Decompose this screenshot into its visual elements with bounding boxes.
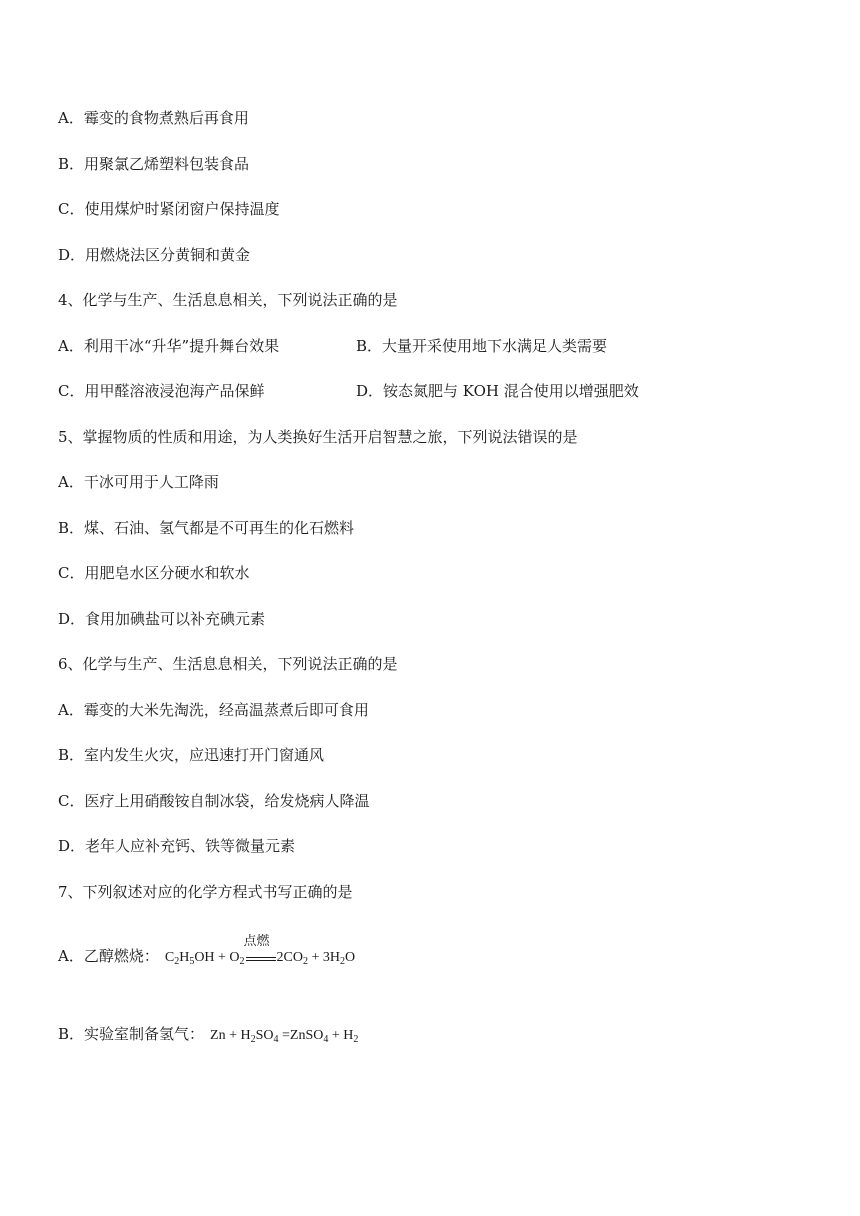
reaction-condition-label: 点燃 [243,933,270,949]
q5-option-a: A．干冰可用于人工降雨 [58,473,219,491]
q6-option-c: C．医疗上用硝酸铵自制冰袋，给发烧病人降温 [58,792,370,810]
q4-option-c: C．用甲醛溶液浸泡海产品保鲜 [58,382,265,400]
q3-option-c: C．使用煤炉时紧闭窗户保持温度 [58,200,280,218]
q7-option-b-label: B．实验室制备氢气： [58,1025,205,1043]
q5-option-b: B．煤、石油、氢气都是不可再生的化石燃料 [58,519,355,537]
q4-option-a: A．利用干冰“升华”提升舞台效果 [58,337,280,355]
q7-option-a [58,933,356,968]
reaction-condition-equals [243,933,276,968]
q3-option-b: B．用聚氯乙烯塑料包装食品 [58,155,250,173]
q3-option-a: A．霉变的食物煮熟后再食用 [58,109,249,127]
q4-stem: 4、化学与生产、生活息息相关，下列说法正确的是 [58,291,398,309]
q7-option-a-label: A．乙醇燃烧： [58,947,159,965]
q5-stem: 5、掌握物质的性质和用途，为人类换好生活开启智慧之旅，下列说法错误的是 [58,428,578,446]
q7-option-b [58,1024,358,1046]
ethanol-combustion-equation: $C_2H_5OH + O_2$ 点燃 $2CO_2 + 3H_2O$ [164,933,356,967]
q7-stem: 7、下列叙述对应的化学方程式书写正确的是 [58,883,353,901]
q3-option-d: D．用燃烧法区分黄铜和黄金 [58,246,251,264]
q4-option-b: B．大量开采使用地下水满足人类需要 [356,337,608,355]
q6-option-d: D．老年人应补充钙、铁等微量元素 [58,837,296,855]
q6-option-b: B．室内发生火灾，应迅速打开门窗通风 [58,746,325,764]
q6-option-a: A．霉变的大米先淘洗，经高温蒸煮后即可食用 [58,701,369,719]
q5-option-d: D．食用加碘盐可以补充碘元素 [58,610,266,628]
q6-stem: 6、化学与生产、生活息息相关，下列说法正确的是 [58,655,398,673]
q4-option-d: D．铵态氮肥与 KOH 混合使用以增强肥效 [356,382,639,400]
hydrogen-preparation-equation: $Zn + H_2SO_4$ =ZnSO$_4$ + $H_2$ [210,1028,359,1045]
q5-option-c: C．用肥皂水区分硬水和软水 [58,564,250,582]
